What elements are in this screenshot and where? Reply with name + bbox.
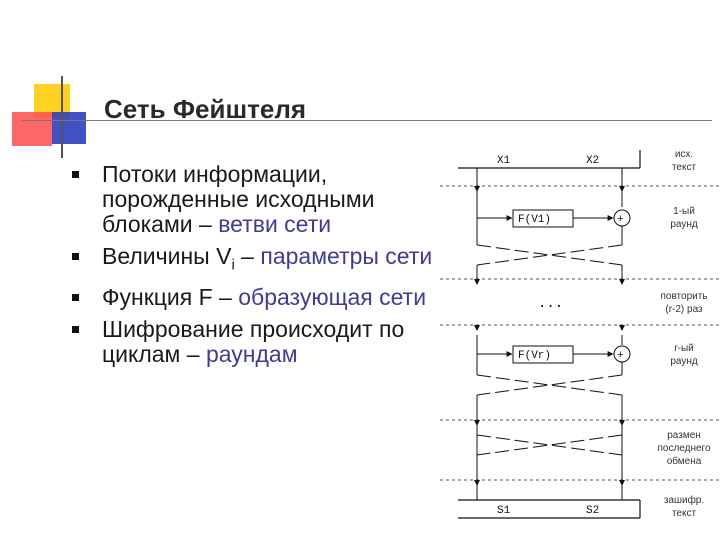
bullet-text: Потоки информации, порожденные исходными блоками – (102, 161, 375, 237)
side-label: 1-ый (673, 206, 695, 217)
f-box-label: F(V1) (518, 214, 552, 226)
side-label: исх. (674, 149, 694, 160)
round-r-crossover (477, 375, 622, 455)
bullet-text: Величины V (102, 243, 232, 269)
side-label: текст (671, 508, 697, 519)
round1-f-function (477, 210, 630, 245)
xor-symbol: + (617, 214, 624, 226)
bullet-highlight: образующая сети (238, 283, 427, 310)
block-label-s2: S2 (586, 505, 600, 517)
bullet-highlight: ветви сети (218, 211, 332, 237)
side-label: (r-2) раз (665, 304, 703, 315)
branch-arrowheads (474, 186, 625, 486)
ellipsis: ... (538, 296, 564, 312)
block-label-x1: X1 (497, 155, 511, 167)
bullet-highlight: параметры сети (260, 243, 433, 269)
side-label: текст (671, 162, 697, 173)
side-label: повторить (660, 291, 708, 302)
slide-title: Сеть Фейштеля (104, 94, 307, 124)
bullet-subscript: i (231, 256, 235, 274)
side-label: зашифр. (663, 495, 705, 506)
round1-crossover (477, 245, 622, 265)
side-labels (657, 149, 711, 519)
side-label: раунд (670, 219, 698, 230)
side-label: обмена (666, 456, 702, 467)
side-label: размен (667, 430, 701, 441)
bullet-text: Шифрование происходит по циклам – (102, 315, 405, 367)
block-label-s1: S1 (497, 505, 511, 517)
output-block (458, 500, 640, 518)
xor-symbol: + (617, 350, 624, 362)
block-label-x2: X2 (586, 155, 600, 167)
bullet-highlight: раундам (205, 340, 298, 367)
f-box-label: F(Vr) (518, 350, 552, 362)
side-label: последнего (657, 443, 711, 454)
input-block (458, 150, 640, 168)
round1-links (477, 265, 622, 279)
side-label: раунд (670, 356, 698, 367)
bullet-text-rest: – (234, 243, 261, 269)
round-r-f-function (477, 346, 630, 375)
bullet-text: Функция F – (102, 283, 239, 310)
side-label: r-ый (674, 343, 694, 354)
